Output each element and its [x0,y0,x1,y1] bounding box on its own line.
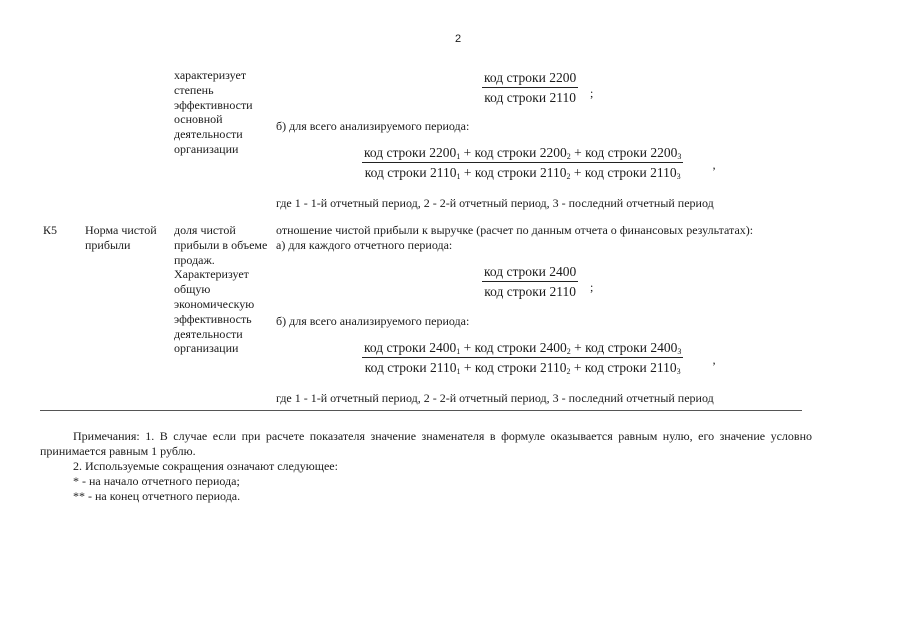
k5-description: доля чистой прибыли в объеме продаж. Характеризует общую экономическую эффективность деятельности организации [174,223,268,356]
k4-formula-a-denominator: код строки 2110 [484,90,576,105]
k5-text-b: б) для всего анализируемого периода: [276,314,470,328]
k5-where: где 1 - 1-й отчетный период, 2 - 2-й отчетный период, 3 - последний отчетный период [276,391,714,405]
k4-formula-b-punct: ’ [712,164,716,178]
k4-formula-a [482,70,578,105]
k4-formula-b-numerator: код строки $2200_1$ + код строки $2200_2$ + код строки $2200_3$ [364,145,682,161]
k5-code: К5 [43,223,58,237]
notes [40,429,812,504]
k4-description: характеризует степень эффективности основной деятельности организации [174,68,253,156]
k5-formula-a-denominator: код строки 2110 [484,284,576,299]
note-1: Примечания: 1. В случае если при расчете показателя значение знаменателя в формуле оказывается равным нулю, его значение условно принимается равным 1 рублю. [40,429,812,458]
k5-formula-a [482,264,578,299]
k5-name: Норма чистой прибыли [85,223,157,252]
k5-formula-a-numerator: код строки 2400 [482,264,578,282]
note-3: * - на начало отчетного периода; [73,474,240,488]
note-2: 2. Используемые сокращения означают следующее: [73,459,338,473]
k4-formula-b [362,145,683,180]
k5-formula-b-punct: ’ [712,359,716,373]
k4-text-b: б) для всего анализируемого периода: [276,119,470,133]
page-number: 2 [454,33,462,45]
k4-where: где 1 - 1-й отчетный период, 2 - 2-й отчетный период, 3 - последний отчетный период [276,196,714,210]
k5-formula-b-denominator: код строки $2110_1$ + код строки $2110_2$ + код строки $2110_3$ [364,360,681,376]
k5-formula-a-punct: ; [590,280,594,294]
k5-formula-b-numerator: код строки $2400_1$ + код строки $2400_2$ + код строки $2400_3$ [364,340,682,356]
k5-text-intro: отношение чистой прибыли к выручке (расчет по данным отчета о финансовых результатах): [276,223,754,237]
k4-formula-a-numerator: код строки 2200 [482,70,578,88]
note-4: ** - на конец отчетного периода. [73,489,241,503]
k4-formula-b-denominator: код строки $2110_1$ + код строки $2110_2$ + код строки $2110_3$ [364,165,681,181]
k5-formula-b [362,340,683,375]
k4-formula-a-punct: ; [590,86,594,100]
table-bottom-rule [40,410,802,411]
k5-text-a: а) для каждого отчетного периода: [276,238,453,252]
